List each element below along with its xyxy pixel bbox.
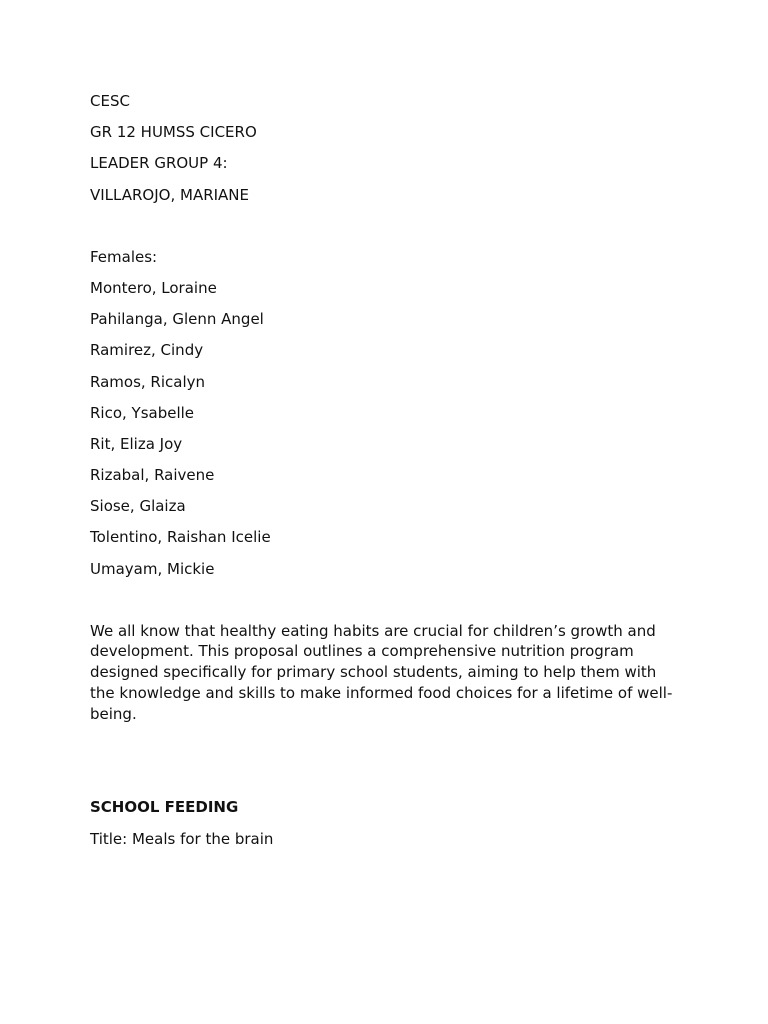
member-name: Umayam, Mickie [90,559,215,578]
member-name: Ramos, Ricalyn [90,372,206,391]
spacer [90,216,690,247]
member-name: Pahilanga, Glenn Angel [90,310,264,329]
member-name: Rico, Ysabelle [90,403,195,422]
section-title: Title: Meals for the brain [90,829,274,848]
member-name: Rit, Eliza Joy [90,434,183,453]
leader-label: LEADER GROUP 4: [90,154,228,173]
org-name: CESC [90,92,130,110]
section-heading: SCHOOL FEEDING [90,797,239,816]
member-name: Rizabal, Raivene [90,466,215,485]
member-name: Montero, Loraine [90,278,217,297]
document-page [90,91,690,849]
member-name: Ramirez, Cindy [90,341,204,360]
member-name: Tolentino, Raishan Icelie [90,528,271,547]
intro-paragraph: We all know that healthy eating habits are crucial for children’s growth and development. This proposal outlines a comprehensive nutrition program designed specifically for primary school students, aiming to help them with the knowledge and skills to make informed food choices for a lifetime of well-being. [90,621,673,723]
members-list [90,247,690,579]
class-section: GR 12 HUMSS CICERO [90,123,257,142]
member-name: Siose, Glaiza [90,497,186,516]
leader-name: VILLAROJO, MARIANE [90,185,250,204]
members-heading: Females: [90,247,158,266]
